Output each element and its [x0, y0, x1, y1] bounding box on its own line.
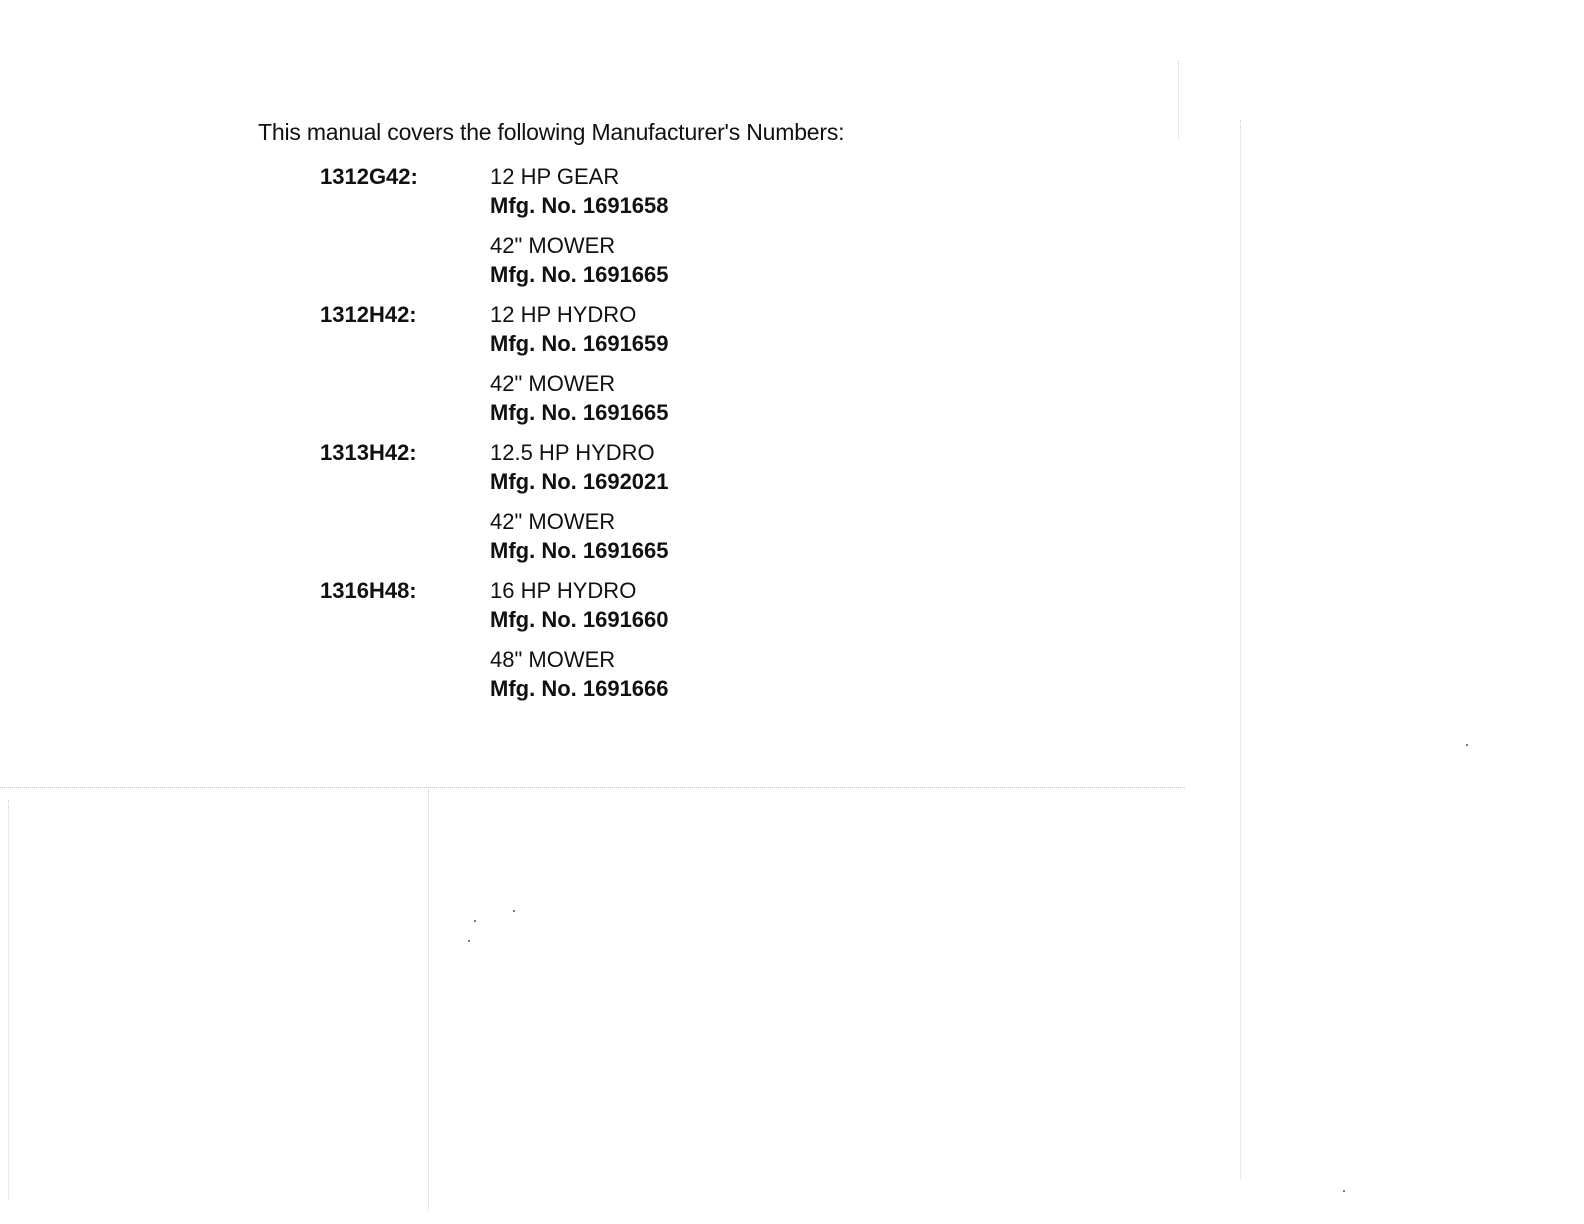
component-description: 12 HP HYDRO [490, 302, 637, 327]
component-description: 42" MOWER [490, 371, 616, 396]
intro-text: This manual covers the following Manufacturer's Numbers: [258, 119, 845, 145]
component-description: 16 HP HYDRO [490, 578, 637, 603]
scan-speck [1466, 744, 1468, 746]
component-item [490, 438, 669, 496]
manufacturer-number: Mfg. No. 1691658 [490, 193, 669, 218]
scan-fold-line [1240, 120, 1241, 1180]
model-entry [320, 438, 669, 576]
model-entry [320, 300, 669, 438]
component-item [490, 300, 669, 358]
scan-fold-line [428, 790, 429, 1210]
component-item [490, 369, 669, 427]
component-item [490, 231, 669, 289]
manufacturer-number: Mfg. No. 1691660 [490, 607, 669, 632]
model-entry [320, 576, 669, 714]
component-description: 12 HP GEAR [490, 164, 620, 189]
scan-speck [513, 910, 515, 912]
component-description: 42" MOWER [490, 233, 616, 258]
model-components [490, 576, 669, 714]
manufacturer-number: Mfg. No. 1692021 [490, 469, 669, 494]
scan-fold-line [8, 800, 9, 1200]
scan-fold-line [0, 787, 1185, 788]
manufacturer-number: Mfg. No. 1691665 [490, 262, 669, 287]
manufacturer-number: Mfg. No. 1691659 [490, 331, 669, 356]
component-description: 48" MOWER [490, 647, 616, 672]
scan-speck [1343, 1190, 1345, 1192]
component-description: 42" MOWER [490, 509, 616, 534]
manufacturer-number: Mfg. No. 1691665 [490, 538, 669, 563]
manufacturer-number: Mfg. No. 1691665 [490, 400, 669, 425]
component-item [490, 507, 669, 565]
scan-speck [468, 940, 470, 942]
manufacturer-number: Mfg. No. 1691666 [490, 676, 669, 701]
component-item [490, 162, 669, 220]
model-code: 1316H48: [320, 578, 417, 603]
model-components [490, 438, 669, 576]
scan-speck [474, 920, 476, 922]
model-components [490, 300, 669, 438]
component-item [490, 645, 669, 703]
model-entry [320, 162, 669, 300]
model-components [490, 162, 669, 300]
model-code: 1312G42: [320, 164, 418, 189]
model-code: 1312H42: [320, 302, 417, 327]
component-item [490, 576, 669, 634]
model-list [320, 162, 669, 714]
scan-fold-line [1178, 60, 1179, 140]
component-description: 12.5 HP HYDRO [490, 440, 655, 465]
model-code: 1313H42: [320, 440, 417, 465]
